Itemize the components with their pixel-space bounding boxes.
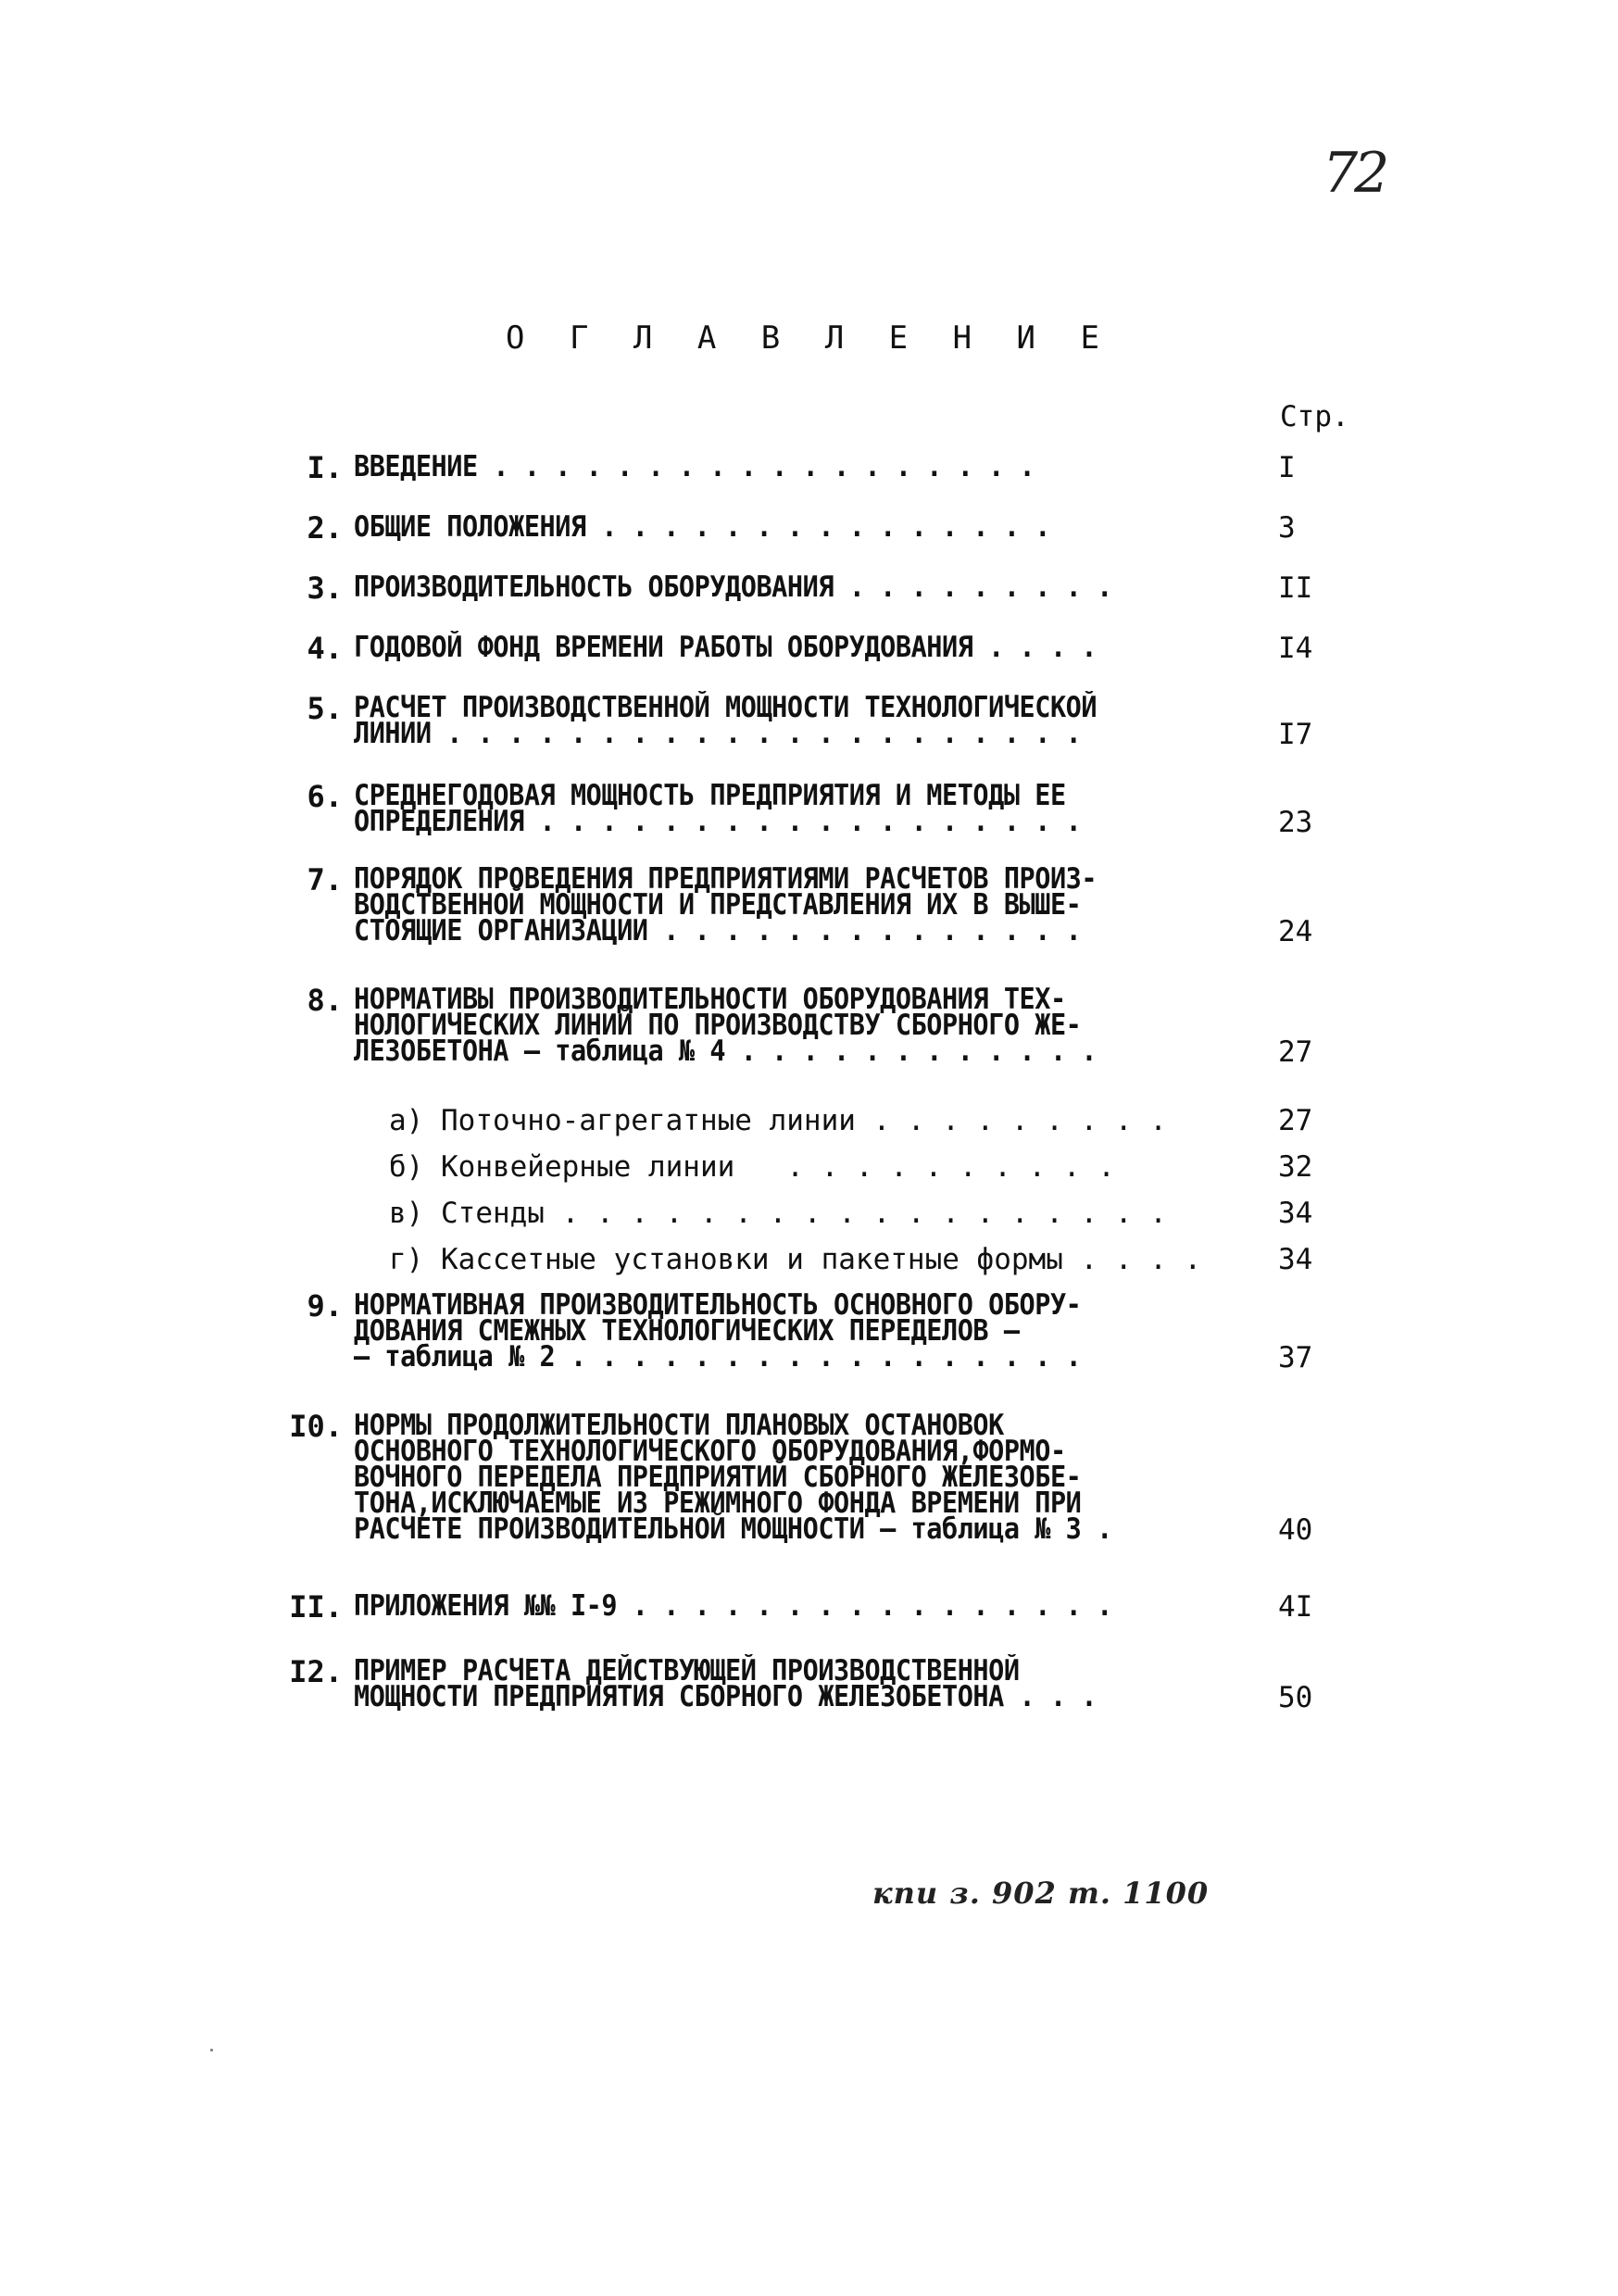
toc-entry-line: ПОРЯДОК ПРОВЕДЕНИЯ ПРЕДПРИЯТИЯМИ РАСЧЕТОВ ПРОИЗ- bbox=[354, 862, 1097, 896]
toc-entry-line: НОРМЫ ПРОДОЛЖИТЕЛЬНОСТИ ПЛАНОВЫХ ОСТАНОВОК bbox=[354, 1409, 1004, 1442]
page-column-label: Стр. bbox=[1280, 400, 1349, 433]
scan-artifact bbox=[210, 2049, 213, 2051]
toc-subentry-label: а) Поточно-агрегатные линии . . . . . . . . . bbox=[389, 1104, 1167, 1137]
toc-entry-line: ТОНА,ИСКЛЮЧАЕМЫЕ ИЗ РЕЖИМНОГО ФОНДА ВРЕМЕНИ ПРИ bbox=[354, 1487, 1082, 1520]
toc-subentry bbox=[389, 1150, 1343, 1184]
toc-entry-line: ВВЕДЕНИЕ . . . . . . . . . . . . . . . . . . bbox=[354, 450, 1035, 483]
toc-entry-page: 23 bbox=[1278, 806, 1313, 839]
toc-subentry-label: г) Кассетные установки и пакетные формы . . . . bbox=[389, 1243, 1202, 1276]
handwritten-page-number: 72 bbox=[1323, 141, 1386, 206]
toc-entry-title bbox=[354, 862, 1243, 947]
toc-subentry-page: 27 bbox=[1278, 1104, 1313, 1137]
toc-entry-line: МОЩНОСТИ ПРЕДПРИЯТИЯ СБОРНОГО ЖЕЛЕЗОБЕТОНА . . . bbox=[354, 1680, 1097, 1713]
toc-entry-number: 3. bbox=[307, 571, 343, 606]
toc-subentry-label: б) Конвейерные линии . . . . . . . . . . bbox=[389, 1150, 1115, 1184]
toc-subentry-page: 34 bbox=[1278, 1197, 1313, 1230]
toc-entry-number: 2. bbox=[307, 510, 343, 546]
toc-entry-line: НОРМАТИВНАЯ ПРОИЗВОДИТЕЛЬНОСТЬ ОСНОВНОГО ОБОРУ- bbox=[354, 1288, 1082, 1322]
toc-entry-line: НОРМАТИВЫ ПРОИЗВОДИТЕЛЬНОСТИ ОБОРУДОВАНИЯ ТЕХ- bbox=[354, 983, 1066, 1016]
footer-stamp: кпи з. 902 т. 1100 bbox=[872, 1876, 1210, 1911]
toc-entry-number: 7. bbox=[307, 862, 343, 897]
toc-entry-number: 8. bbox=[307, 983, 343, 1018]
toc-entry-number: I0. bbox=[289, 1409, 343, 1444]
toc-entry-line: СРЕДНЕГОДОВАЯ МОЩНОСТЬ ПРЕДПРИЯТИЯ И МЕТОДЫ ЕЕ bbox=[354, 779, 1066, 812]
toc-entry-page: 3 bbox=[1278, 511, 1296, 545]
toc-entry-title bbox=[354, 691, 1243, 750]
toc-entry-number: I. bbox=[307, 450, 343, 485]
toc-entry-page: 40 bbox=[1278, 1513, 1313, 1547]
toc-entry-page: II bbox=[1278, 571, 1313, 605]
toc-entry-title bbox=[354, 571, 1243, 604]
toc-subentry bbox=[389, 1197, 1343, 1230]
toc-entry-line: – таблица № 2 . . . . . . . . . . . . . . . . . bbox=[354, 1340, 1082, 1374]
toc-entry-line: СТОЯЩИЕ ОРГАНИЗАЦИИ . . . . . . . . . . . . . . bbox=[354, 914, 1082, 947]
toc-entry-line: ОПРЕДЕЛЕНИЯ . . . . . . . . . . . . . . . . . . bbox=[354, 805, 1082, 838]
toc-entry-line: ПРОИЗВОДИТЕЛЬНОСТЬ ОБОРУДОВАНИЯ . . . . . . . . . bbox=[354, 571, 1112, 604]
toc-entry-page: 24 bbox=[1278, 915, 1313, 948]
toc-entry-line: ПРИМЕР РАСЧЕТА ДЕЙСТВУЮЩЕЙ ПРОИЗВОДСТВЕННОЙ bbox=[354, 1654, 1020, 1687]
toc-entry-page: I bbox=[1278, 451, 1296, 484]
toc-entry-title bbox=[354, 631, 1243, 664]
toc-entry-title bbox=[354, 1654, 1243, 1713]
toc-entry-line: ЛЕЗОБЕТОНА – таблица № 4 . . . . . . . . . . . . bbox=[354, 1035, 1097, 1068]
toc-entry-number: 5. bbox=[307, 691, 343, 726]
toc-entry-page: 27 bbox=[1278, 1035, 1313, 1069]
document-title: О Г Л А В Л Е Н И Е bbox=[506, 320, 1112, 357]
toc-entry-line: ВОДСТВЕННОЙ МОЩНОСТИ И ПРЕДСТАВЛЕНИЯ ИХ В ВЫШЕ- bbox=[354, 888, 1082, 922]
toc-entry-number: 4. bbox=[307, 631, 343, 666]
toc-entry-line: ОСНОВНОГО ТЕХНОЛОГИЧЕСКОГО ОБОРУДОВАНИЯ,ФОРМО- bbox=[354, 1435, 1066, 1468]
toc-subentry-page: 34 bbox=[1278, 1243, 1313, 1276]
toc-entry-page: 37 bbox=[1278, 1341, 1313, 1374]
toc-entry-page: 50 bbox=[1278, 1681, 1313, 1714]
toc-entry-number: I2. bbox=[289, 1654, 343, 1689]
toc-entry-line: НОЛОГИЧЕСКИХ ЛИНИЙ ПО ПРОИЗВОДСТВУ СБОРНОГО ЖЕ- bbox=[354, 1009, 1082, 1042]
toc-entry-line: РАСЧЕТЕ ПРОИЗВОДИТЕЛЬНОЙ МОЩНОСТИ – таблица № 3 . bbox=[354, 1512, 1112, 1546]
toc-entry-line: ГОДОВОЙ ФОНД ВРЕМЕНИ РАБОТЫ ОБОРУДОВАНИЯ . . . . bbox=[354, 631, 1097, 664]
toc-entry-line: ЛИНИИ . . . . . . . . . . . . . . . . . . . . . bbox=[354, 717, 1082, 750]
toc-entry-title bbox=[354, 1589, 1243, 1623]
toc-entry-page: I4 bbox=[1278, 632, 1313, 665]
toc-entry-line: ПРИЛОЖЕНИЯ №№ I-9 . . . . . . . . . . . . . . . . bbox=[354, 1589, 1112, 1623]
toc-entry-title bbox=[354, 779, 1243, 838]
toc-subentry-page: 32 bbox=[1278, 1150, 1313, 1184]
toc-subentry bbox=[389, 1243, 1343, 1276]
toc-entry-title bbox=[354, 510, 1243, 544]
toc-entry-title bbox=[354, 1409, 1243, 1546]
toc-entry-number: 9. bbox=[307, 1288, 343, 1324]
toc-entry-line: ВОЧНОГО ПЕРЕДЕЛА ПРЕДПРИЯТИЙ СБОРНОГО ЖЕЛЕЗОБЕ- bbox=[354, 1461, 1082, 1494]
toc-entry-title bbox=[354, 1288, 1243, 1374]
toc-entry-number: 6. bbox=[307, 779, 343, 814]
toc-entry-line: РАСЧЕТ ПРОИЗВОДСТВЕННОЙ МОЩНОСТИ ТЕХНОЛОГИЧЕСКОЙ bbox=[354, 691, 1097, 724]
toc-entry-line: ОБЩИЕ ПОЛОЖЕНИЯ . . . . . . . . . . . . . . . bbox=[354, 510, 1050, 544]
toc-entry-title bbox=[354, 983, 1243, 1068]
toc-entry-page: I7 bbox=[1278, 718, 1313, 751]
toc-entry-line: ДОВАНИЯ СМЕЖНЫХ ТЕХНОЛОГИЧЕСКИХ ПЕРЕДЕЛОВ – bbox=[354, 1314, 1020, 1348]
toc-entry-number: II. bbox=[289, 1589, 343, 1625]
toc-entry-title bbox=[354, 450, 1243, 483]
toc-entry-page: 4I bbox=[1278, 1590, 1313, 1624]
toc-subentry bbox=[389, 1104, 1343, 1137]
toc-subentry-label: в) Стенды . . . . . . . . . . . . . . . . . . bbox=[389, 1197, 1167, 1230]
